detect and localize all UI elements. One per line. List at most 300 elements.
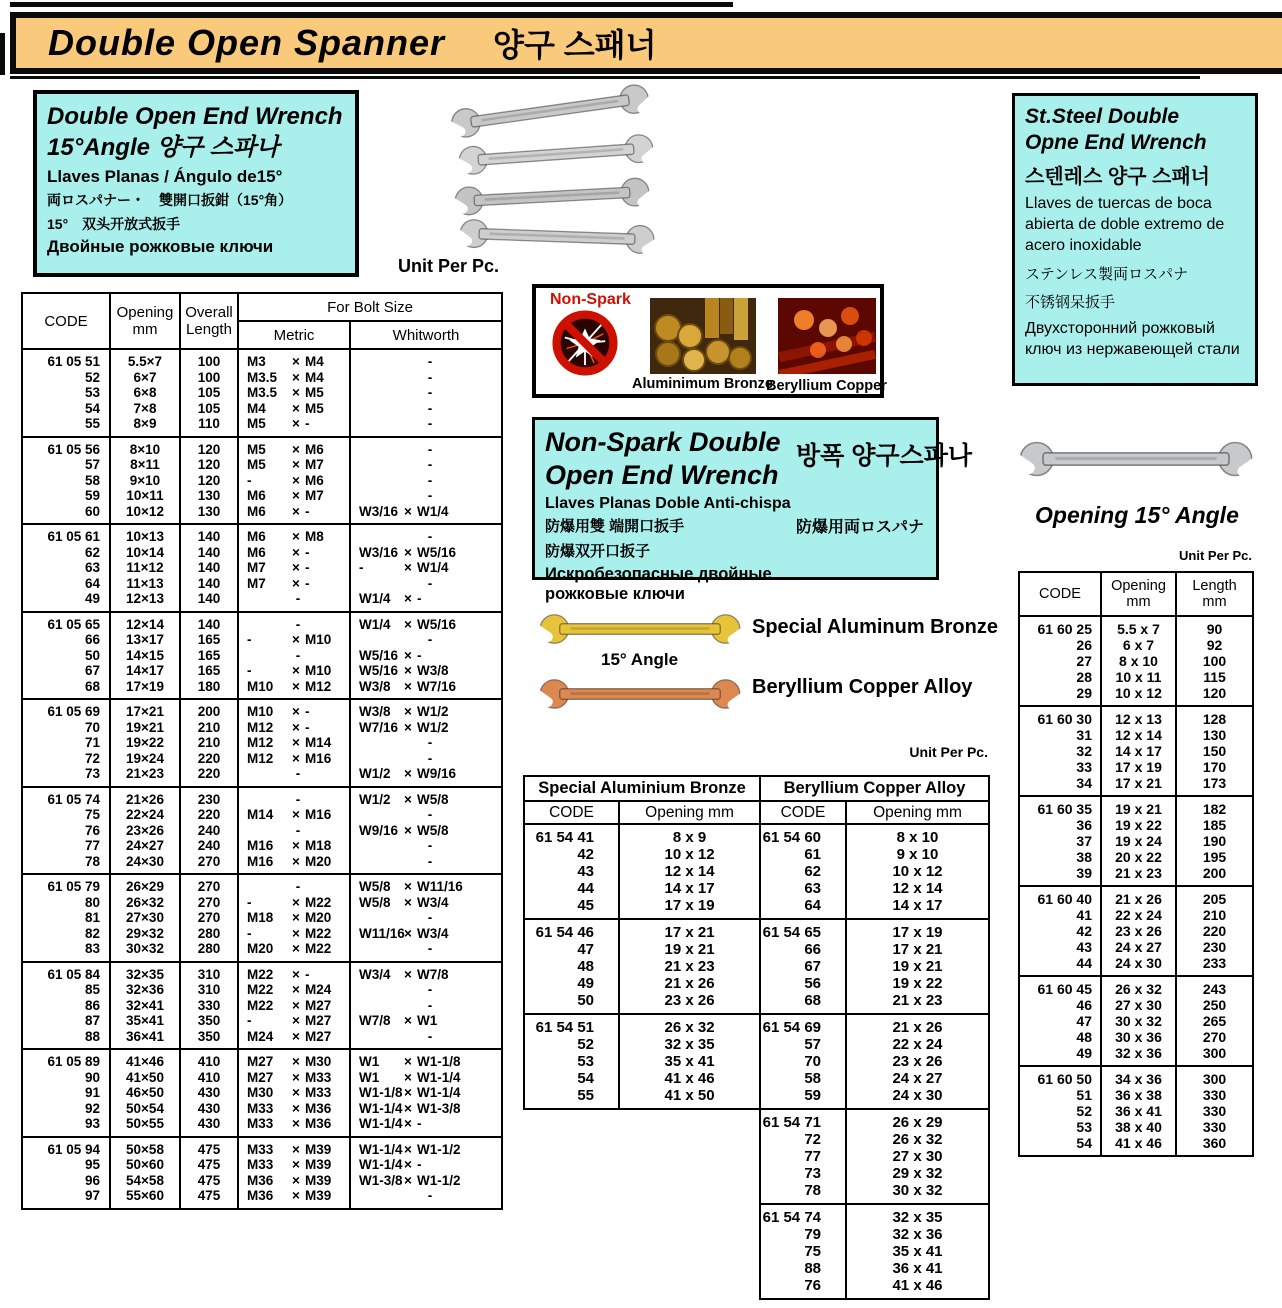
table-row xyxy=(22,576,502,592)
table-cell: 8×11 xyxy=(110,457,180,473)
col-header-opening: Opening mm xyxy=(110,293,180,349)
table-row xyxy=(760,1036,989,1053)
table-cell: 19×24 xyxy=(110,751,180,767)
table-cell: 210 xyxy=(1176,907,1253,923)
bronze-wrench-image xyxy=(533,604,747,654)
steel-title: Opne End Wrench xyxy=(1025,131,1207,154)
table-group xyxy=(760,824,989,919)
table-cell: 17×21 xyxy=(110,699,180,720)
table-cell: 27 x 30 xyxy=(1101,997,1176,1013)
table-cell: 28 xyxy=(1019,669,1101,685)
table-cell: 61 05 74 xyxy=(22,787,110,808)
divider xyxy=(10,2,733,7)
table-cell: M27 × M30 xyxy=(238,1049,350,1070)
table-cell: 250 xyxy=(1176,997,1253,1013)
table-cell: - xyxy=(350,998,502,1014)
table-row xyxy=(760,958,989,975)
table-cell: 17 x 19 xyxy=(619,897,760,919)
table-cell: 56 xyxy=(760,975,846,992)
table-cell: 38 xyxy=(1019,849,1101,865)
table-row xyxy=(22,1085,502,1101)
nonspark-label: Non-Spark xyxy=(550,291,631,308)
table-cell: 62 xyxy=(760,863,846,880)
table-cell: 80 xyxy=(22,895,110,911)
table-cell: 24 x 30 xyxy=(1101,955,1176,976)
table-cell: 26 x 29 xyxy=(846,1109,989,1131)
table-row xyxy=(22,982,502,998)
table-cell: 61 05 65 xyxy=(22,612,110,633)
table-group xyxy=(760,919,989,1014)
table-cell: 44 xyxy=(524,880,619,897)
table-cell: 21×23 xyxy=(110,766,180,787)
table-cell: 230 xyxy=(1176,939,1253,955)
table-row xyxy=(22,612,502,633)
table-cell: 53 xyxy=(22,385,110,401)
table-group xyxy=(22,699,502,787)
table-cell: 185 xyxy=(1176,817,1253,833)
table-cell: 70 xyxy=(22,720,110,736)
table-cell: 90 xyxy=(1176,616,1253,637)
table-cell: 23×26 xyxy=(110,823,180,839)
table-cell: 44 xyxy=(1019,955,1101,976)
table-row xyxy=(760,1148,989,1165)
table-group xyxy=(22,437,502,525)
table-cell: 19 x 22 xyxy=(846,975,989,992)
table-row xyxy=(22,926,502,942)
table-row xyxy=(760,1109,989,1131)
table-row xyxy=(760,1260,989,1277)
table-cell: 29 xyxy=(1019,685,1101,706)
steel-wrench-image xyxy=(1012,418,1260,500)
photo-caption-copper: Beryllium Copper xyxy=(766,378,887,394)
size-table xyxy=(21,292,503,1210)
table-row xyxy=(22,504,502,525)
table-cell: - xyxy=(350,632,502,648)
table-cell: 330 xyxy=(1176,1103,1253,1119)
table-row xyxy=(1019,1066,1253,1087)
col-header-opening: Opening mm xyxy=(619,801,760,824)
table-cell: M3.5 × M5 xyxy=(238,385,350,401)
table-cell: 76 xyxy=(22,823,110,839)
table-cell: 59 xyxy=(22,488,110,504)
table-cell: W3/16 × W1/4 xyxy=(350,504,502,525)
table-cell: - × M10 xyxy=(238,663,350,679)
table-cell: 57 xyxy=(760,1036,846,1053)
table-cell: 32 x 36 xyxy=(846,1226,989,1243)
table-cell: 100 xyxy=(180,349,238,370)
table-cell: 110 xyxy=(180,416,238,437)
table-cell: 64 xyxy=(760,897,846,919)
table-cell: 21 x 26 xyxy=(846,1014,989,1036)
table-row xyxy=(1019,923,1253,939)
beryllium-copper-photo xyxy=(778,298,876,374)
table-cell: 39 xyxy=(1019,865,1101,886)
table-row xyxy=(22,349,502,370)
table-cell: M20 × M22 xyxy=(238,941,350,962)
table-cell: M36 × M39 xyxy=(238,1188,350,1209)
table-cell: 47 xyxy=(1019,1013,1101,1029)
table-cell: 8×9 xyxy=(110,416,180,437)
table-cell: 10×13 xyxy=(110,524,180,545)
table-cell: 11×12 xyxy=(110,560,180,576)
table-cell: 57 xyxy=(22,457,110,473)
table-cell: 55 xyxy=(524,1087,619,1109)
table-cell: W3/4 × W7/8 xyxy=(350,962,502,983)
no-spark-icon xyxy=(548,310,622,376)
table-cell: 30×32 xyxy=(110,941,180,962)
table-cell: 195 xyxy=(1176,849,1253,865)
table-cell: 93 xyxy=(22,1116,110,1137)
table-cell: W7/16 × W1/2 xyxy=(350,720,502,736)
angle-label: 15° Angle xyxy=(601,650,679,669)
table-cell: 21 x 26 xyxy=(1101,886,1176,907)
table-row xyxy=(1019,616,1253,637)
table-cell: 120 xyxy=(1176,685,1253,706)
table-cell: 12×13 xyxy=(110,591,180,612)
table-cell: 32 x 35 xyxy=(846,1204,989,1226)
table-row xyxy=(22,1029,502,1050)
table-cell: 32 x 36 xyxy=(1101,1045,1176,1066)
unit-label: Unit Per Pc. xyxy=(398,256,500,276)
table-cell: 430 xyxy=(180,1085,238,1101)
table-cell: 11×13 xyxy=(110,576,180,592)
table-row xyxy=(22,699,502,720)
nonspark-info-box xyxy=(532,417,972,603)
table-cell: 24×30 xyxy=(110,854,180,875)
table-cell: 21 x 23 xyxy=(846,992,989,1014)
table-cell: 22 x 24 xyxy=(846,1036,989,1053)
table-cell: 14 x 17 xyxy=(619,880,760,897)
table-row xyxy=(22,941,502,962)
table-cell: 27 xyxy=(1019,653,1101,669)
table-group xyxy=(22,962,502,1050)
table-row xyxy=(22,1137,502,1158)
table-cell: W1-3/8 × W1-1/2 xyxy=(350,1173,502,1189)
table-cell: 36 x 41 xyxy=(1101,1103,1176,1119)
table-cell: 182 xyxy=(1176,796,1253,817)
table-cell: 76 xyxy=(760,1277,846,1299)
unit-label: Unit Per Pc. xyxy=(1179,548,1252,563)
table-cell: 220 xyxy=(180,807,238,823)
table-cell: W7/8 × W1 xyxy=(350,1013,502,1029)
table-cell: 49 xyxy=(524,975,619,992)
table-cell: 19 x 24 xyxy=(1101,833,1176,849)
table-row xyxy=(22,370,502,386)
table-cell: 55×60 xyxy=(110,1188,180,1209)
table-cell: 62 xyxy=(22,545,110,561)
table-cell: 6 x 7 xyxy=(1101,637,1176,653)
table-cell: - × M22 xyxy=(238,895,350,911)
table-cell: 310 xyxy=(180,982,238,998)
table-cell: 90 xyxy=(22,1070,110,1086)
table-row xyxy=(22,591,502,612)
table-cell: 140 xyxy=(180,576,238,592)
table-cell: 8 x 10 xyxy=(846,824,989,846)
table-cell: 17 x 19 xyxy=(1101,759,1176,775)
table-cell: M5 × M6 xyxy=(238,437,350,458)
table-cell: M33 × M36 xyxy=(238,1101,350,1117)
table-cell: - xyxy=(238,787,350,808)
table-cell: 17 x 21 xyxy=(846,941,989,958)
table-cell: 72 xyxy=(760,1131,846,1148)
table-row xyxy=(22,895,502,911)
table-cell: 165 xyxy=(180,648,238,664)
bronze-material-label: Special Aluminum Bronze xyxy=(752,616,998,638)
table-cell: 54 xyxy=(524,1070,619,1087)
table-cell: 50×54 xyxy=(110,1101,180,1117)
table-cell: 280 xyxy=(180,926,238,942)
table-cell: M33 × M36 xyxy=(238,1116,350,1137)
product-title-korean: 15°Angle 양구 스파나 xyxy=(47,134,280,161)
table-cell: 220 xyxy=(180,766,238,787)
nonspark-title-spanish: Llaves Planas Doble Anti-chispa xyxy=(545,495,791,512)
table-row xyxy=(22,457,502,473)
table-cell: 475 xyxy=(180,1137,238,1158)
table-cell: 43 xyxy=(1019,939,1101,955)
table-cell: 61 54 71 xyxy=(760,1109,846,1131)
table-row xyxy=(22,648,502,664)
table-row xyxy=(22,751,502,767)
table-cell: 92 xyxy=(1176,637,1253,653)
table-cell: 41×50 xyxy=(110,1070,180,1086)
table-row xyxy=(524,958,760,975)
table-cell: 26×32 xyxy=(110,895,180,911)
table-cell: 41 x 46 xyxy=(846,1277,989,1299)
table-row xyxy=(524,824,760,846)
table-cell: 55 xyxy=(22,416,110,437)
table-row xyxy=(22,1173,502,1189)
table-cell: W5/8 × W11/16 xyxy=(350,874,502,895)
table-cell: 105 xyxy=(180,385,238,401)
steel-title: St.Steel Double xyxy=(1025,105,1180,128)
table-cell: 17 x 21 xyxy=(619,919,760,941)
table-cell: M4 × M5 xyxy=(238,401,350,417)
table-cell: W5/16 × W3/8 xyxy=(350,663,502,679)
table-cell: M36 × M39 xyxy=(238,1173,350,1189)
table-cell: 14×17 xyxy=(110,663,180,679)
table-cell: 10×12 xyxy=(110,504,180,525)
product-title-spanish: Llaves Planas / Ángulo de15° xyxy=(47,167,283,186)
table-group xyxy=(22,1137,502,1209)
table-cell: - xyxy=(238,612,350,633)
table-cell: 67 xyxy=(760,958,846,975)
table-cell: W1/4 × - xyxy=(350,591,502,612)
table-row xyxy=(760,992,989,1014)
table-row xyxy=(524,992,760,1014)
table-cell: 22×24 xyxy=(110,807,180,823)
table-cell: 96 xyxy=(22,1173,110,1189)
table-cell: M6 × - xyxy=(238,545,350,561)
table-cell: - xyxy=(350,941,502,962)
table-cell: 22 x 24 xyxy=(1101,907,1176,923)
table-cell: 9 x 10 xyxy=(846,846,989,863)
col-header-material: Special Aluminium Bronze xyxy=(524,776,760,801)
table-row xyxy=(524,975,760,992)
table-row xyxy=(1019,653,1253,669)
unit-label: Unit Per Pc. xyxy=(909,744,988,760)
table-cell: 72 xyxy=(22,751,110,767)
table-row xyxy=(524,919,760,941)
table-cell: - xyxy=(350,1188,502,1209)
table-row xyxy=(1019,907,1253,923)
table-cell: 78 xyxy=(22,854,110,875)
table-cell: 120 xyxy=(180,473,238,489)
nonspark-title-japanese: 防爆用両ロスパナ xyxy=(796,519,925,536)
product-title: Double Open End Wrench xyxy=(47,103,343,130)
table-cell: M6 × M8 xyxy=(238,524,350,545)
table-cell: 10 x 12 xyxy=(846,863,989,880)
table-cell: 300 xyxy=(1176,1066,1253,1087)
table-cell: 360 xyxy=(1176,1135,1253,1156)
table-cell: 50×55 xyxy=(110,1116,180,1137)
table-cell: 78 xyxy=(760,1182,846,1204)
table-cell: - xyxy=(350,735,502,751)
nonspark-title-chinese-simp: 防爆双开口扳子 xyxy=(545,543,651,560)
wrench-set-photo xyxy=(388,88,718,256)
table-cell: 61 60 40 xyxy=(1019,886,1101,907)
table-cell: M22 × - xyxy=(238,962,350,983)
table-row xyxy=(22,1157,502,1173)
table-cell: 21 x 23 xyxy=(619,958,760,975)
table-cell: - xyxy=(238,823,350,839)
table-cell: 41 x 50 xyxy=(619,1087,760,1109)
table-group xyxy=(1019,886,1253,976)
table-cell: 23 x 26 xyxy=(1101,923,1176,939)
table-cell: M16 × M20 xyxy=(238,854,350,875)
table-cell: 430 xyxy=(180,1116,238,1137)
table-row xyxy=(22,1116,502,1137)
table-cell: 8 x 10 xyxy=(1101,653,1176,669)
table-row xyxy=(524,1087,760,1109)
table-cell: 233 xyxy=(1176,955,1253,976)
table-cell: 48 xyxy=(524,958,619,975)
table-row xyxy=(1019,685,1253,706)
table-cell: 61 05 51 xyxy=(22,349,110,370)
table-cell: M10 × M12 xyxy=(238,679,350,700)
table-row xyxy=(760,1243,989,1260)
nonspark-title-russian: Искробезопасные двойные рожковые ключи xyxy=(545,565,772,603)
table-cell: 14 x 17 xyxy=(1101,743,1176,759)
table-cell: 205 xyxy=(1176,886,1253,907)
table-cell: 240 xyxy=(180,823,238,839)
table-cell: 270 xyxy=(180,874,238,895)
table-cell: M12 × - xyxy=(238,720,350,736)
table-cell: W3/8 × W7/16 xyxy=(350,679,502,700)
table-cell: 310 xyxy=(180,962,238,983)
table-cell: 36×41 xyxy=(110,1029,180,1050)
col-header-opening: Opening mm xyxy=(1101,572,1176,616)
table-cell: 270 xyxy=(1176,1029,1253,1045)
table-cell: 21 x 26 xyxy=(619,975,760,992)
table-cell: 10×14 xyxy=(110,545,180,561)
table-row xyxy=(22,998,502,1014)
table-cell: 140 xyxy=(180,545,238,561)
table-row xyxy=(22,720,502,736)
table-cell: 5.5×7 xyxy=(110,349,180,370)
table-group xyxy=(760,1204,989,1299)
table-row xyxy=(22,735,502,751)
table-row xyxy=(760,1014,989,1036)
table-cell: 300 xyxy=(1176,1045,1253,1066)
table-cell: W1-1/4 × W1-1/2 xyxy=(350,1137,502,1158)
bronze-table xyxy=(523,775,761,1110)
table-cell: 64 xyxy=(22,576,110,592)
table-cell: 32 xyxy=(1019,743,1101,759)
col-header-whitworth: Whitworth xyxy=(350,321,502,349)
product-title-chinese: 15° 双头开放式扳手 xyxy=(47,216,181,232)
table-cell: 43 xyxy=(524,863,619,880)
table-cell: 54 xyxy=(22,401,110,417)
table-row xyxy=(760,975,989,992)
table-cell: 52 xyxy=(524,1036,619,1053)
table-cell: 54×58 xyxy=(110,1173,180,1189)
table-row xyxy=(760,1131,989,1148)
table-cell: 140 xyxy=(180,560,238,576)
photo-caption-bronze: Aluminimum Bronze xyxy=(632,376,773,392)
table-cell: 53 xyxy=(1019,1119,1101,1135)
table-cell: 30 x 32 xyxy=(1101,1013,1176,1029)
table-cell: 61 60 45 xyxy=(1019,976,1101,997)
table-row xyxy=(1019,976,1253,997)
table-cell: 21×26 xyxy=(110,787,180,808)
table-cell: W3/8 × W1/2 xyxy=(350,699,502,720)
table-row xyxy=(1019,939,1253,955)
table-cell: 350 xyxy=(180,1029,238,1050)
table-row xyxy=(1019,637,1253,653)
table-cell: 34 xyxy=(1019,775,1101,796)
table-cell: 100 xyxy=(180,370,238,386)
table-cell: 32 x 35 xyxy=(619,1036,760,1053)
table-row xyxy=(22,385,502,401)
table-row xyxy=(760,1165,989,1182)
table-cell: M12 × M14 xyxy=(238,735,350,751)
steel-title-spanish: Llaves de tuercas de boca abierta de doble extremo de acero inoxidable xyxy=(1025,195,1225,254)
table-cell: 5.5 x 7 xyxy=(1101,616,1176,637)
table-row xyxy=(1019,775,1253,796)
table-cell: 270 xyxy=(180,854,238,875)
aluminium-bronze-photo xyxy=(650,298,756,374)
table-cell: W1-1/4 × - xyxy=(350,1157,502,1173)
table-cell: 173 xyxy=(1176,775,1253,796)
table-row xyxy=(1019,1087,1253,1103)
table-row xyxy=(760,880,989,897)
table-cell: 61 05 84 xyxy=(22,962,110,983)
col-header-code: CODE xyxy=(524,801,619,824)
table-cell: - xyxy=(350,910,502,926)
table-cell: 330 xyxy=(1176,1087,1253,1103)
table-row xyxy=(22,766,502,787)
table-row xyxy=(524,1014,760,1036)
divider xyxy=(10,76,1200,79)
table-cell: 46 xyxy=(1019,997,1101,1013)
table-row xyxy=(1019,849,1253,865)
steel-title-russian: Двухсторонний рожковый ключ из нержавеющей стали xyxy=(1025,320,1240,358)
table-cell: 6×8 xyxy=(110,385,180,401)
table-cell: 180 xyxy=(180,679,238,700)
product-title-japanese-chinese: 両ロスパナー・ 雙開口扳鉗（15°角） xyxy=(47,192,293,208)
table-cell: 130 xyxy=(180,504,238,525)
scan-artifact xyxy=(0,33,5,75)
table-cell: 61 05 61 xyxy=(22,524,110,545)
table-cell: 243 xyxy=(1176,976,1253,997)
table-cell: W1-1/4 × W1-3/8 xyxy=(350,1101,502,1117)
table-row xyxy=(22,910,502,926)
table-row xyxy=(1019,759,1253,775)
table-row xyxy=(22,787,502,808)
table-row xyxy=(22,437,502,458)
table-cell: 61 54 60 xyxy=(760,824,846,846)
col-header-material: Beryllium Copper Alloy xyxy=(760,776,989,801)
